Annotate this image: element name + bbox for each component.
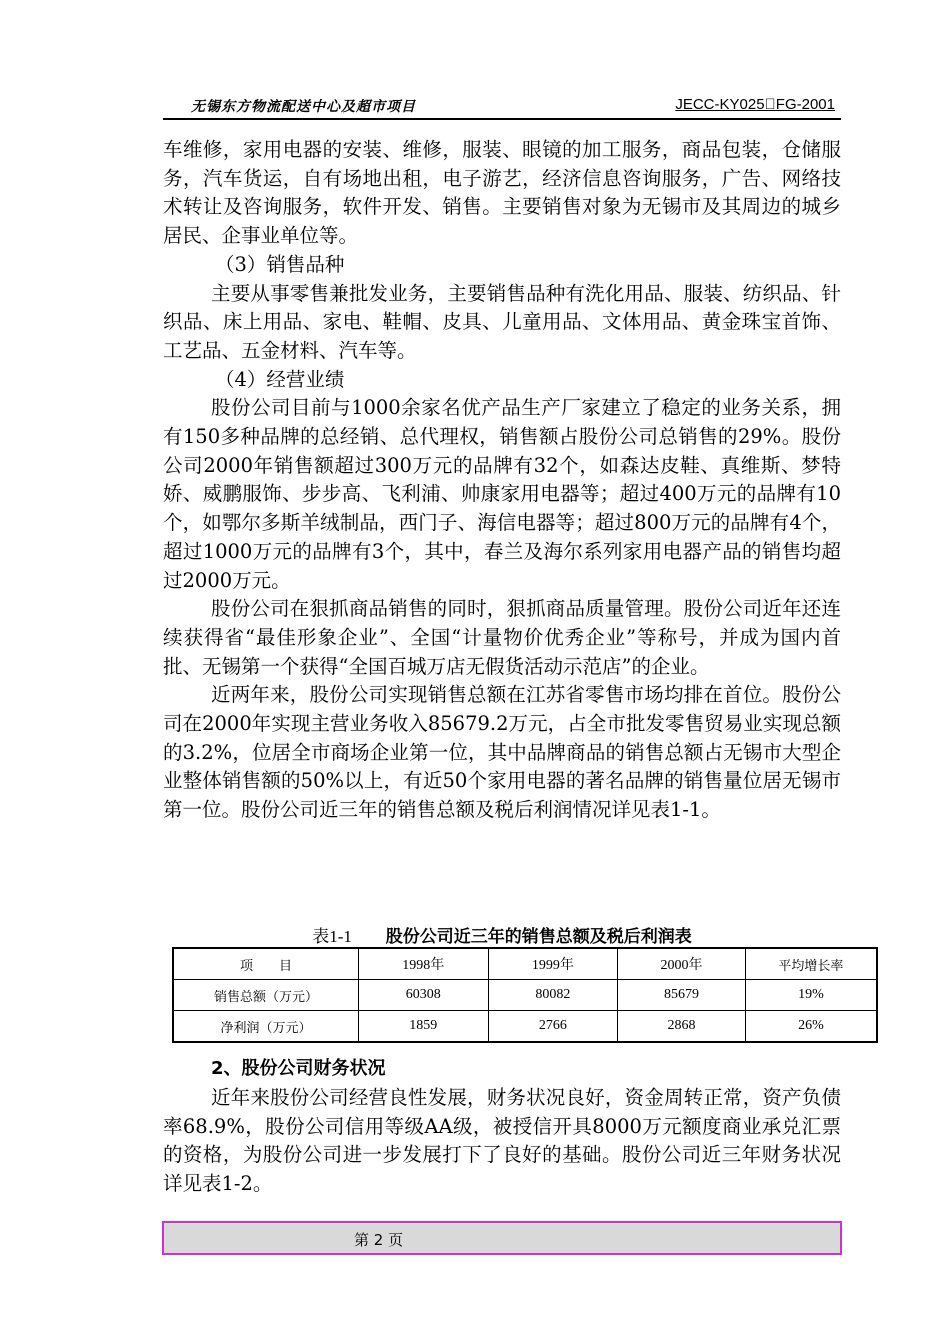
cell-1998: 60308 (358, 980, 488, 1011)
cell-growth: 26% (745, 1011, 877, 1043)
row-label: 销售总额（万元） (173, 980, 358, 1011)
page-footer (162, 1221, 842, 1255)
section-heading-finance: 2、股份公司财务状况 (211, 1058, 386, 1079)
cell-1999: 2766 (488, 1011, 618, 1043)
header-item: 项 目 (173, 948, 358, 980)
table-caption (163, 922, 841, 947)
cell-1998: 1859 (358, 1011, 488, 1043)
paragraph-services: 车维修，家用电器的安装、维修，服装、眼镜的加工服务，商品包装，仓储服务，汽车货运，自有场地出租，电子游艺，经济信息咨询服务，广告、网络技术转让及咨询服务，软件开发、销售。主要销售对象为无锡市及其周边的城乡居民、企事业单位等。 (163, 138, 841, 248)
cell-2000: 85679 (618, 980, 746, 1011)
header-1999: 1999年 (488, 948, 618, 980)
subheading-performance: （4）经营业绩 (215, 367, 345, 391)
table-title: 股份公司近三年的销售总额及税后利润表 (385, 927, 692, 947)
cell-2000: 2868 (618, 1011, 746, 1043)
table-row (173, 980, 877, 1011)
document-code: JECC-KY025 FG-2001 (682, 96, 835, 113)
header-1998: 1998年 (358, 948, 488, 980)
finance-text (163, 1084, 841, 1199)
sales-profit-table (172, 947, 878, 1043)
cell-1999: 80082 (488, 980, 618, 1011)
table-row (173, 1011, 877, 1043)
cell-growth: 19% (745, 980, 877, 1011)
paragraph-brands: 股份公司目前与1000余家名优产品生产厂家建立了稳定的业务关系，拥有150多种品牌的总经销、总代理权，销售额占股份公司总销售的29%。股份公司2000年销售额超过300万元的品牌有32个，如森达皮鞋、真维斯、梦特娇、威鹏服饰、步步高、飞利浦、帅康家用电器等；超过400万元的品牌有10个，如鄂尔多斯羊绒制品，西门子、海信电器等；超过800万元的品牌有4个，超过1000万元的品牌有3个，其中，春兰及海尔系列家用电器产品的销售均超过2000万元。 (163, 396, 841, 592)
header-2000: 2000年 (618, 948, 746, 980)
paragraph-sales-categories: 主要从事零售兼批发业务，主要销售品种有洗化用品、服装、纺织品、针织品、床上用品、家电、鞋帽、皮具、儿童用品、文体用品、黄金珠宝首饰、工艺品、五金材料、汽车等。 (163, 281, 841, 362)
paragraph-finance: 近年来股份公司经营良性发展，财务状况良好，资金周转正常，资产负债率68.9%，股份公司信用等级AA级，被授信开具8000万元额度商业承兑汇票的资格，为股份公司进一步发展打下了良好的基础。股份公司近三年财务状况详见表1-2。 (163, 1086, 841, 1196)
table-header-row (173, 948, 877, 980)
paragraph-quality: 股份公司在狠抓商品销售的同时，狠抓商品质量管理。股份公司近年还连续获得省“最佳形象企业”、全国“计量物价优秀企业”等称号，并成为国内首批、无锡第一个获得“全国百城万店无假货活动示范店”的企业。 (163, 597, 841, 678)
table-number: 表1-1 (312, 927, 352, 946)
row-label: 净利润（万元） (173, 1011, 358, 1043)
subheading-sales-categories: （3）销售品种 (215, 252, 345, 276)
body-text (163, 136, 841, 825)
page-number: 第 2 页 (354, 1231, 404, 1249)
paragraph-ranking: 近两年来，股份公司实现销售总额在江苏省零售市场均排在首位。股份公司在2000年实现主营业务收入85679.2万元，占全市批发零售贸易业实现总额的3.2%，位居全市商场企业第一位，其中品牌商品的销售总额占无锡市大型企业整体销售额的50%以上，有近50个家用电器的著名品牌的销售量位居无锡市第一位。股份公司近三年的销售总额及税后利润情况详见表1-1。 (163, 683, 841, 822)
page-header (163, 94, 841, 120)
project-title: 无锡东方物流配送中心及超市项目 (191, 99, 416, 115)
header-growth: 平均增长率 (745, 948, 877, 980)
